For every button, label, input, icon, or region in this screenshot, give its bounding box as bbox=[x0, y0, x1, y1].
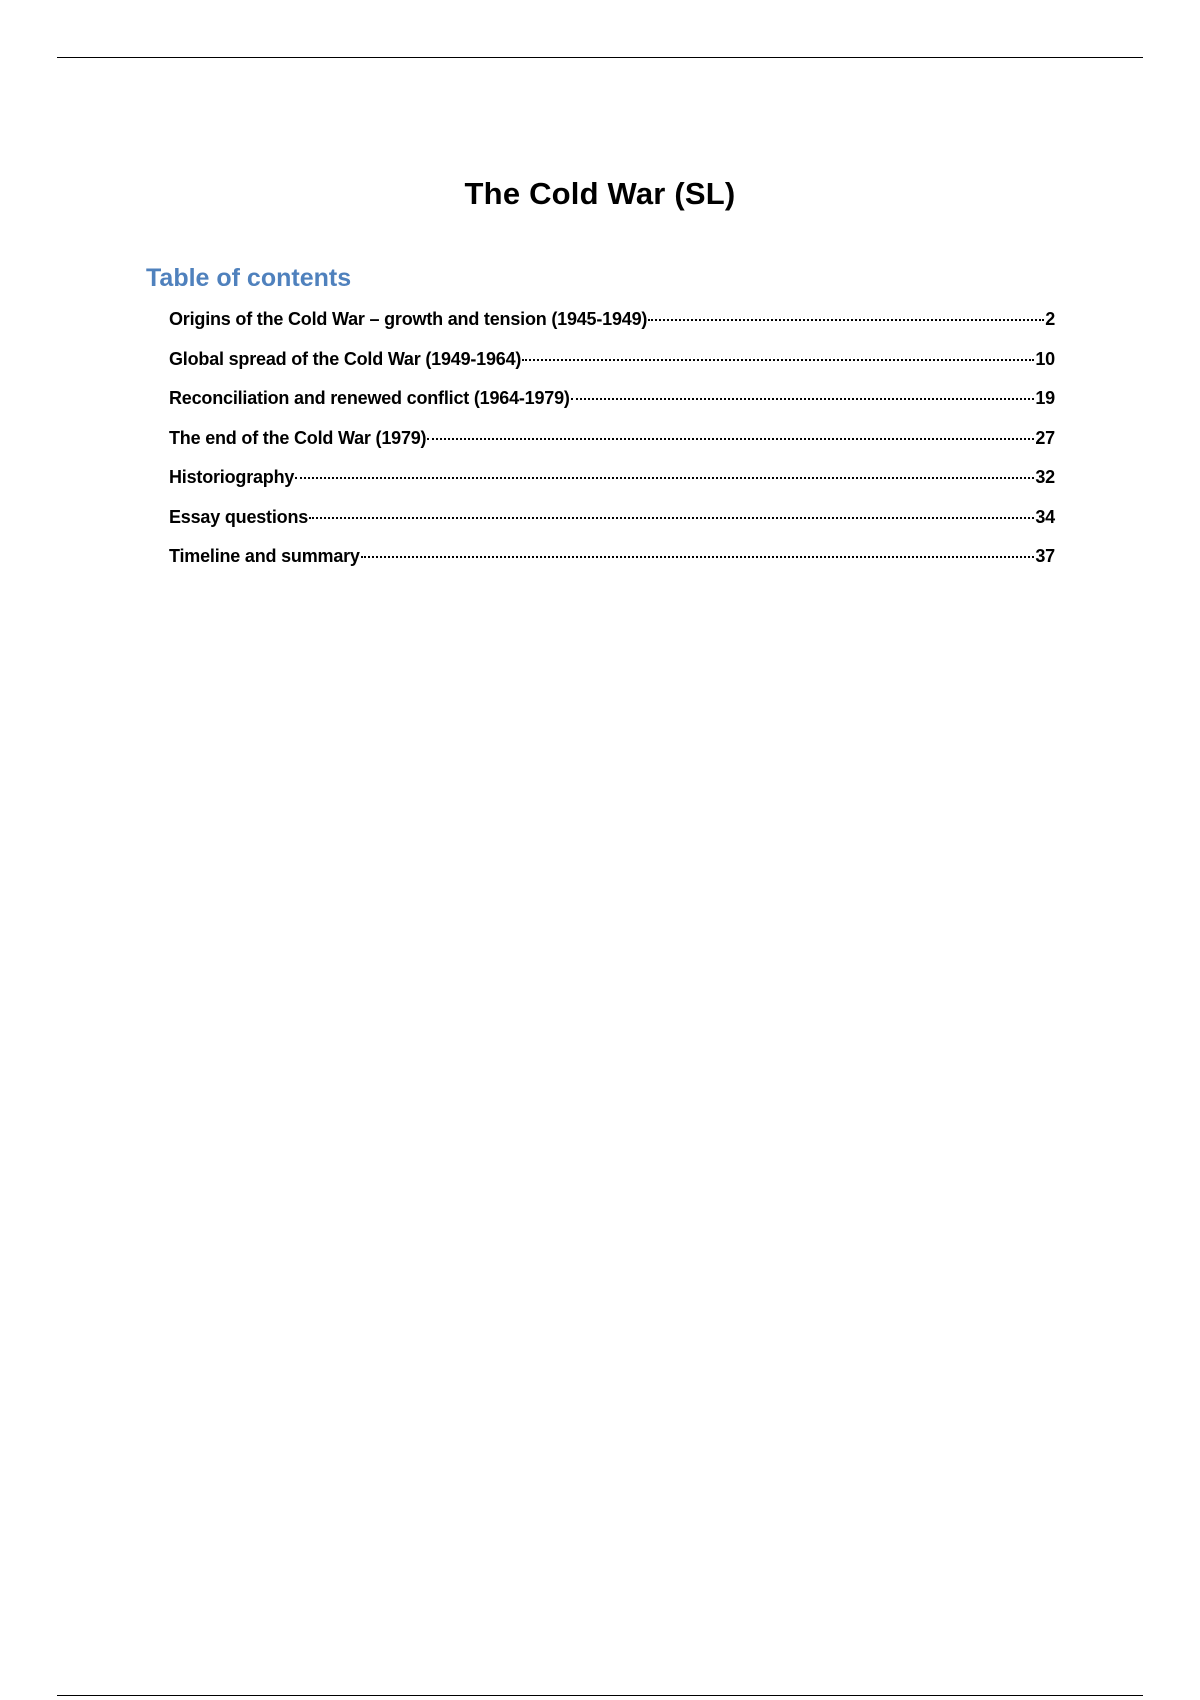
toc-entry-end-of-cold-war[interactable] bbox=[169, 428, 1055, 468]
toc-entry-label: Global spread of the Cold War (1949-1964) bbox=[169, 348, 522, 369]
toc-entry-label: Essay questions bbox=[169, 506, 309, 527]
toc-entry-reconciliation[interactable] bbox=[169, 388, 1055, 428]
toc-dot-leader bbox=[361, 556, 1035, 558]
toc-entry-page: 32 bbox=[1035, 467, 1055, 487]
toc-entry-label: Historiography bbox=[169, 467, 295, 487]
toc-entry-historiography[interactable] bbox=[169, 467, 1055, 507]
toc-entry-origins[interactable] bbox=[169, 309, 1055, 349]
document-title: The Cold War (SL) bbox=[464, 176, 736, 211]
toc-entry-page: 37 bbox=[1035, 546, 1055, 566]
toc-dot-leader bbox=[309, 517, 1034, 519]
toc-dot-leader bbox=[522, 359, 1034, 361]
toc-entry-label: The end of the Cold War (1979) bbox=[169, 427, 427, 448]
toc-dot-leader bbox=[295, 477, 1034, 479]
footer-rule bbox=[57, 1695, 1143, 1696]
toc-entry-page: 34 bbox=[1035, 506, 1055, 527]
toc-entry-label: Origins of the Cold War – growth and tension (1945-1949) bbox=[169, 309, 648, 329]
toc-dot-leader bbox=[648, 319, 1044, 321]
toc-entry-global-spread[interactable] bbox=[169, 349, 1055, 389]
table-of-contents bbox=[169, 309, 1055, 586]
header-rule bbox=[57, 57, 1143, 58]
toc-entry-timeline[interactable] bbox=[169, 546, 1055, 586]
toc-entry-page: 10 bbox=[1035, 348, 1055, 369]
toc-entry-page: 27 bbox=[1035, 427, 1055, 448]
toc-entry-essay-questions[interactable] bbox=[169, 507, 1055, 547]
toc-entry-label: Reconciliation and renewed conflict (1964-1979) bbox=[169, 388, 570, 408]
toc-dot-leader bbox=[571, 398, 1035, 400]
toc-entry-page: 19 bbox=[1035, 388, 1055, 408]
toc-dot-leader bbox=[427, 438, 1034, 440]
toc-entry-page: 2 bbox=[1045, 309, 1055, 329]
toc-heading: Table of contents bbox=[146, 264, 352, 292]
toc-entry-label: Timeline and summary bbox=[169, 546, 360, 566]
